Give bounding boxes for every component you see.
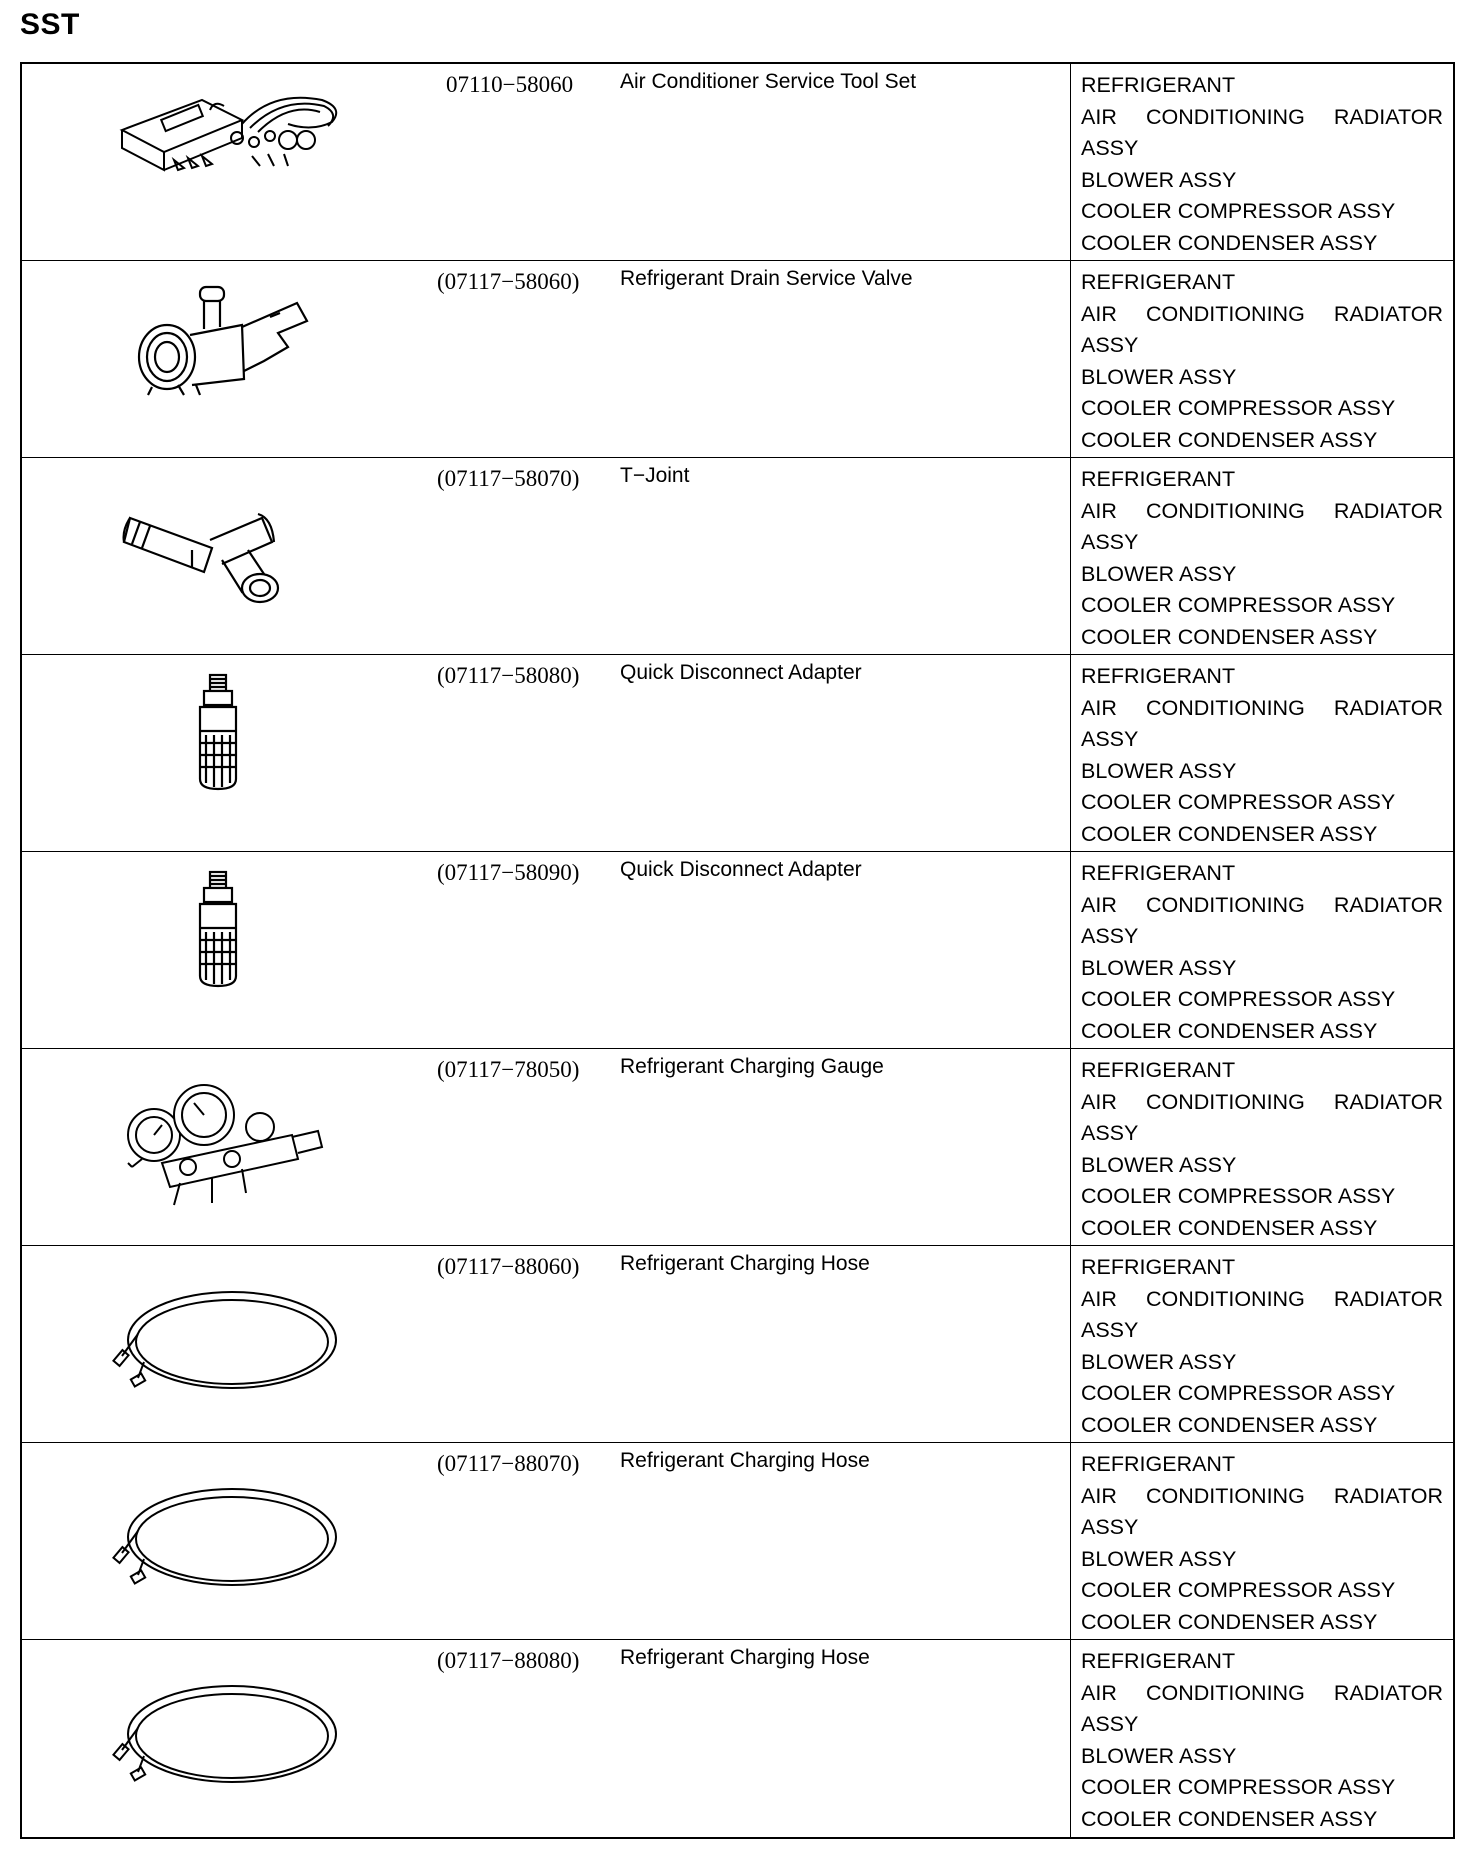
component-item: BLOWER ASSY bbox=[1081, 167, 1237, 192]
component-item: BLOWER ASSY bbox=[1081, 758, 1237, 783]
component-item: AIR CONDITIONING RADIATOR bbox=[1081, 1089, 1443, 1114]
component-item: REFRIGERANT bbox=[1081, 1649, 1236, 1673]
part-number: (07117−58060) bbox=[437, 269, 580, 294]
component-item: REFRIGERANT bbox=[1081, 467, 1236, 491]
component-item: COOLER COMPRESSOR ASSY bbox=[1081, 1578, 1396, 1602]
component-item: COOLER CONDENSER ASSY bbox=[1081, 1806, 1378, 1831]
component-item: AIR CONDITIONING RADIATOR bbox=[1081, 104, 1443, 129]
component-item: BLOWER ASSY bbox=[1081, 1152, 1237, 1177]
tool-cell bbox=[21, 458, 1071, 655]
applicable-components-cell bbox=[1071, 261, 1455, 458]
component-item: REFRIGERANT bbox=[1081, 1058, 1236, 1082]
component-item: BLOWER ASSY bbox=[1081, 561, 1237, 586]
component-item: COOLER COMPRESSOR ASSY bbox=[1081, 987, 1396, 1011]
applicable-components-cell bbox=[1071, 458, 1455, 655]
applicable-components-cell bbox=[1071, 63, 1455, 261]
component-item: REFRIGERANT bbox=[1081, 664, 1236, 688]
hose-icon bbox=[92, 1646, 352, 1832]
table-row bbox=[21, 1049, 1454, 1246]
component-item: BLOWER ASSY bbox=[1081, 1349, 1237, 1374]
applicable-components-cell bbox=[1071, 1049, 1455, 1246]
part-number: (07117−58090) bbox=[437, 860, 580, 885]
hose-icon bbox=[92, 1252, 352, 1438]
tool-set-case-icon bbox=[92, 70, 352, 256]
component-item: AIR CONDITIONING RADIATOR bbox=[1081, 1286, 1443, 1311]
component-item: COOLER CONDENSER ASSY bbox=[1081, 1018, 1378, 1043]
part-number: (07117−58070) bbox=[437, 466, 580, 491]
part-number: (07117−88060) bbox=[437, 1254, 580, 1279]
component-item: ASSY bbox=[1081, 727, 1139, 751]
table-row bbox=[21, 63, 1454, 261]
tool-cell bbox=[21, 655, 1071, 852]
component-item: REFRIGERANT bbox=[1081, 1255, 1236, 1279]
component-item: COOLER CONDENSER ASSY bbox=[1081, 230, 1378, 255]
tool-cell bbox=[21, 63, 1071, 261]
applicable-components-cell bbox=[1071, 1443, 1455, 1640]
part-number: (07117−88080) bbox=[437, 1648, 580, 1673]
component-item: AIR CONDITIONING RADIATOR bbox=[1081, 1483, 1443, 1508]
table-row bbox=[21, 458, 1454, 655]
component-item: ASSY bbox=[1081, 136, 1139, 160]
component-item: BLOWER ASSY bbox=[1081, 1546, 1237, 1571]
component-item: REFRIGERANT bbox=[1081, 270, 1236, 294]
tool-cell bbox=[21, 1443, 1071, 1640]
drain-valve-icon bbox=[92, 267, 352, 453]
gauge-manifold-icon bbox=[92, 1055, 352, 1241]
component-item: ASSY bbox=[1081, 333, 1139, 357]
table-row bbox=[21, 1246, 1454, 1443]
adapter-icon bbox=[92, 858, 352, 1044]
component-item: AIR CONDITIONING RADIATOR bbox=[1081, 695, 1443, 720]
component-item: REFRIGERANT bbox=[1081, 1452, 1236, 1476]
component-item: ASSY bbox=[1081, 1712, 1139, 1736]
component-item: ASSY bbox=[1081, 1318, 1139, 1342]
t-joint-icon bbox=[92, 464, 352, 650]
component-item: COOLER COMPRESSOR ASSY bbox=[1081, 396, 1396, 420]
tool-name: Quick Disconnect Adapter bbox=[620, 661, 862, 684]
component-item: AIR CONDITIONING RADIATOR bbox=[1081, 301, 1443, 326]
applicable-components-cell bbox=[1071, 1640, 1455, 1839]
component-item: BLOWER ASSY bbox=[1081, 364, 1237, 389]
component-item: BLOWER ASSY bbox=[1081, 1743, 1237, 1768]
component-item: ASSY bbox=[1081, 530, 1139, 554]
hose-icon bbox=[92, 1449, 352, 1635]
component-item: COOLER CONDENSER ASSY bbox=[1081, 1412, 1378, 1437]
component-item: COOLER COMPRESSOR ASSY bbox=[1081, 1775, 1396, 1799]
component-item: COOLER CONDENSER ASSY bbox=[1081, 624, 1378, 649]
component-item: REFRIGERANT bbox=[1081, 861, 1236, 885]
component-item: COOLER COMPRESSOR ASSY bbox=[1081, 593, 1396, 617]
tool-name: Refrigerant Drain Service Valve bbox=[620, 267, 913, 290]
applicable-components-cell bbox=[1071, 655, 1455, 852]
component-item: AIR CONDITIONING RADIATOR bbox=[1081, 498, 1443, 523]
tool-cell bbox=[21, 1049, 1071, 1246]
component-item: COOLER CONDENSER ASSY bbox=[1081, 821, 1378, 846]
component-item: COOLER COMPRESSOR ASSY bbox=[1081, 1184, 1396, 1208]
applicable-components-cell bbox=[1071, 1246, 1455, 1443]
applicable-components-cell bbox=[1071, 852, 1455, 1049]
component-item: COOLER COMPRESSOR ASSY bbox=[1081, 199, 1396, 223]
component-item: COOLER CONDENSER ASSY bbox=[1081, 1215, 1378, 1240]
table-row bbox=[21, 261, 1454, 458]
component-item: ASSY bbox=[1081, 1515, 1139, 1539]
sst-table bbox=[20, 62, 1455, 1839]
part-number: (07117−78050) bbox=[437, 1057, 580, 1082]
tool-cell bbox=[21, 1246, 1071, 1443]
table-row bbox=[21, 655, 1454, 852]
table-row bbox=[21, 852, 1454, 1049]
component-item: BLOWER ASSY bbox=[1081, 955, 1237, 980]
component-item: AIR CONDITIONING RADIATOR bbox=[1081, 892, 1443, 917]
table-row bbox=[21, 1640, 1454, 1839]
part-number: 07110−58060 bbox=[446, 72, 574, 97]
component-item: REFRIGERANT bbox=[1081, 73, 1236, 97]
component-item: COOLER COMPRESSOR ASSY bbox=[1081, 790, 1396, 814]
adapter-icon bbox=[92, 661, 352, 847]
tool-name: Refrigerant Charging Hose bbox=[620, 1646, 870, 1669]
tool-cell bbox=[21, 852, 1071, 1049]
component-item: AIR CONDITIONING RADIATOR bbox=[1081, 1680, 1443, 1705]
page-heading: SST bbox=[20, 8, 80, 41]
tool-name: Air Conditioner Service Tool Set bbox=[620, 70, 917, 93]
tool-cell bbox=[21, 1640, 1071, 1839]
component-item: COOLER COMPRESSOR ASSY bbox=[1081, 1381, 1396, 1405]
tool-cell bbox=[21, 261, 1071, 458]
tool-name: Refrigerant Charging Gauge bbox=[620, 1055, 884, 1078]
component-item: ASSY bbox=[1081, 1121, 1139, 1145]
component-item: ASSY bbox=[1081, 924, 1139, 948]
tool-name: Refrigerant Charging Hose bbox=[620, 1252, 870, 1275]
tool-name: Refrigerant Charging Hose bbox=[620, 1449, 870, 1472]
tool-name: Quick Disconnect Adapter bbox=[620, 858, 862, 881]
tool-name: T−Joint bbox=[620, 464, 690, 487]
table-row bbox=[21, 1443, 1454, 1640]
component-item: COOLER CONDENSER ASSY bbox=[1081, 427, 1378, 452]
component-item: COOLER CONDENSER ASSY bbox=[1081, 1609, 1378, 1634]
part-number: (07117−58080) bbox=[437, 663, 580, 688]
part-number: (07117−88070) bbox=[437, 1451, 580, 1476]
